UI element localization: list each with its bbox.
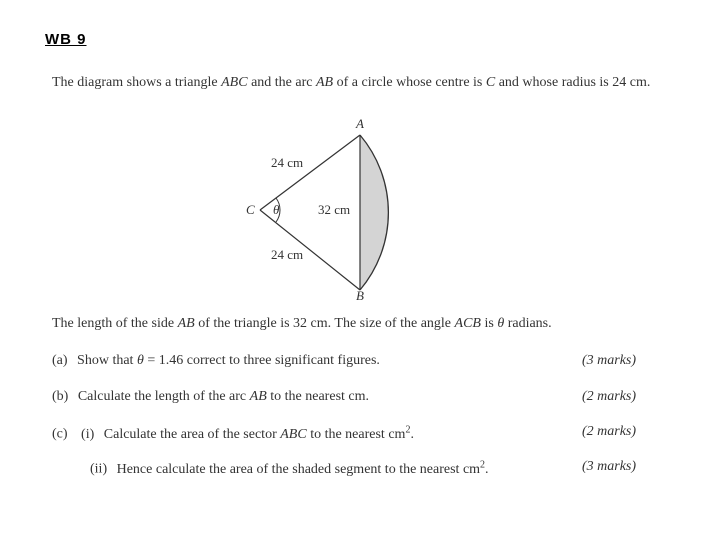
question-b-number: (b) — [52, 389, 69, 404]
label-chord: 32 cm — [318, 202, 351, 217]
shaded-segment — [360, 135, 388, 290]
question-c-i-text: Calculate the area of the sector ABC to the nearest $cm^2$. — [103, 424, 414, 442]
label-side-top: 24 cm — [271, 155, 304, 170]
question-b-text: Calculate the length of the arc AB to the nearest cm. — [77, 389, 370, 404]
question-b-marks: (2 marks) — [582, 389, 637, 404]
label-a: A — [356, 116, 364, 131]
side-ca — [260, 135, 360, 210]
question-a-number: (a) — [52, 353, 68, 368]
page-heading: WB 9 — [45, 31, 87, 48]
question-c-ii-marks: (3 marks) — [582, 459, 637, 474]
label-c: C — [246, 202, 255, 217]
question-c-ii-number: (ii) — [90, 461, 108, 477]
question-c-number: (c) — [52, 426, 68, 442]
question-c-ii-text: Hence calculate the area of the shaded segment to the nearest $cm^2$. — [116, 459, 489, 477]
label-b: B — [356, 288, 364, 303]
question-a-marks: (3 marks) — [582, 353, 637, 368]
question-a-text: Show that θ = 1.46 correct to three significant figures. — [77, 353, 380, 368]
question-stem: The length of the side AB of the triangle is 32 cm. The size of the angle ACB is θ radians. — [52, 316, 552, 331]
question-b — [52, 389, 369, 405]
question-c-i-marks: (2 marks) — [582, 424, 637, 439]
label-side-bottom: 24 cm — [271, 247, 304, 262]
triangle-sector-diagram — [230, 112, 400, 307]
question-a — [52, 353, 380, 369]
question-c-i-number: (i) — [81, 426, 95, 442]
intro-paragraph: The diagram shows a triangle ABC and the arc AB of a circle whose centre is C and whose radius is 24 cm. — [52, 75, 651, 90]
label-theta: θ — [273, 202, 280, 217]
question-c-ii — [90, 459, 489, 478]
question-c-i — [52, 424, 414, 443]
